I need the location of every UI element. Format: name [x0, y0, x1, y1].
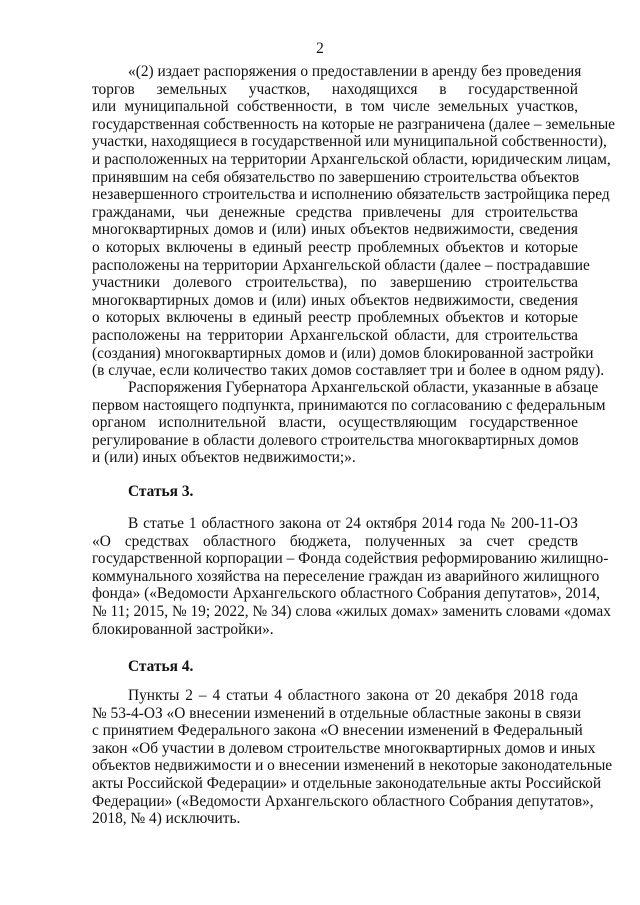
text-line: государственной корпорации – Фонда содействия реформированию жилищно- [92, 550, 609, 568]
article-heading: Статья 4. [128, 658, 194, 675]
text-line: расположены на территории Архангельской области, для строительства [92, 326, 578, 344]
text-line: закон «Об участии в долевом строительстве многоквартирных домов и иных [92, 739, 596, 757]
text-line: участки, находящиеся в государственной или муниципальной собственности), [92, 133, 607, 151]
paragraph [92, 687, 613, 828]
text-line: с принятием Федерального закона «О внесении изменений в Федеральный [92, 722, 583, 740]
text-line: принявшим на себя обязательство по завершению строительства объектов [92, 168, 580, 186]
text-line: Федерации» («Ведомости Архангельского областного Собрания депутатов», [92, 792, 594, 810]
text-line: (создания) многоквартирных домов и (или) домов блокированной застройки [92, 344, 594, 362]
text-line: В статье 1 областного закона от 24 октября 2014 года № 200-11-ОЗ [128, 515, 578, 532]
text-line: государственная собственность на которые не разграничена (далее – земельные [92, 115, 616, 133]
text-line: «О средствах областного бюджета, полученных за счет средств [92, 532, 578, 550]
text-line: Распоряжения Губернатора Архангельской области, указанные в абзаце [128, 379, 599, 396]
paragraph [92, 63, 616, 380]
text-line: органом исполнительной власти, осуществляющим государственное [92, 414, 578, 432]
text-line: № 11; 2015, № 19; 2022, № 34) слова «жилых домах» заменить словами «домах [92, 602, 611, 620]
page-number: 2 [316, 40, 324, 57]
text-line: первом настоящего подпункта, принимаются по согласованию с федеральным [92, 396, 606, 414]
text-line: расположены на территории Архангельской области (далее – пострадавшие [92, 256, 590, 274]
text-line: и расположенных на территории Архангельской области, юридическим лицам, [92, 150, 611, 168]
text-line: 2018, № 4) исключить. [92, 810, 241, 828]
text-line: фонда» («Ведомости Архангельского областного Собрания депутатов», 2014, [92, 585, 600, 603]
text-line: или муниципальной собственности, в том числе земельных участков, [92, 98, 578, 116]
text-line: торгов земельных участков, находящихся в государственной [92, 80, 578, 98]
text-line: регулирование в области долевого строительства многоквартирных домов [92, 431, 579, 449]
article-heading: Статья 3. [128, 483, 194, 500]
text-line: гражданами, чьи денежные средства привлечены для строительства [92, 203, 578, 221]
text-line: о которых включены в единый реестр проблемных объектов и которые [92, 238, 578, 256]
text-line: Пункты 2 – 4 статьи 4 областного закона от 20 декабря 2018 года [128, 687, 578, 704]
paragraph [92, 379, 606, 467]
text-line: многоквартирных домов и (или) иных объектов недвижимости, сведения [92, 291, 578, 309]
text-line: (в случае, если количество таких домов составляет три и более в одном ряду). [92, 362, 605, 380]
text-line: о которых включены в единый реестр проблемных объектов и которые [92, 309, 578, 327]
paragraph [92, 515, 611, 638]
text-line: акты Российской Федерации» и отдельные законодательные акты Российской [92, 774, 602, 792]
text-line: многоквартирных домов и (или) иных объектов недвижимости, сведения [92, 221, 578, 239]
text-line: объектов недвижимости и о внесении изменений в некоторые законодательные [92, 757, 613, 775]
text-line: блокированной застройки». [92, 620, 274, 638]
text-line: коммунального хозяйства на переселение граждан из аварийного жилищного [92, 567, 600, 585]
text-line: «(2) издает распоряжения о предоставлении в аренду без проведения [128, 63, 582, 80]
text-line: незавершенного строительства и исполнению обязательств застройщика перед [92, 186, 610, 204]
text-line: № 53-4-ОЗ «О внесении изменений в отдельные областные законы в связи [92, 704, 581, 722]
text-line: участники долевого строительства), по завершению строительства [92, 274, 578, 292]
text-line: и (или) иных объектов недвижимости;». [92, 449, 356, 467]
